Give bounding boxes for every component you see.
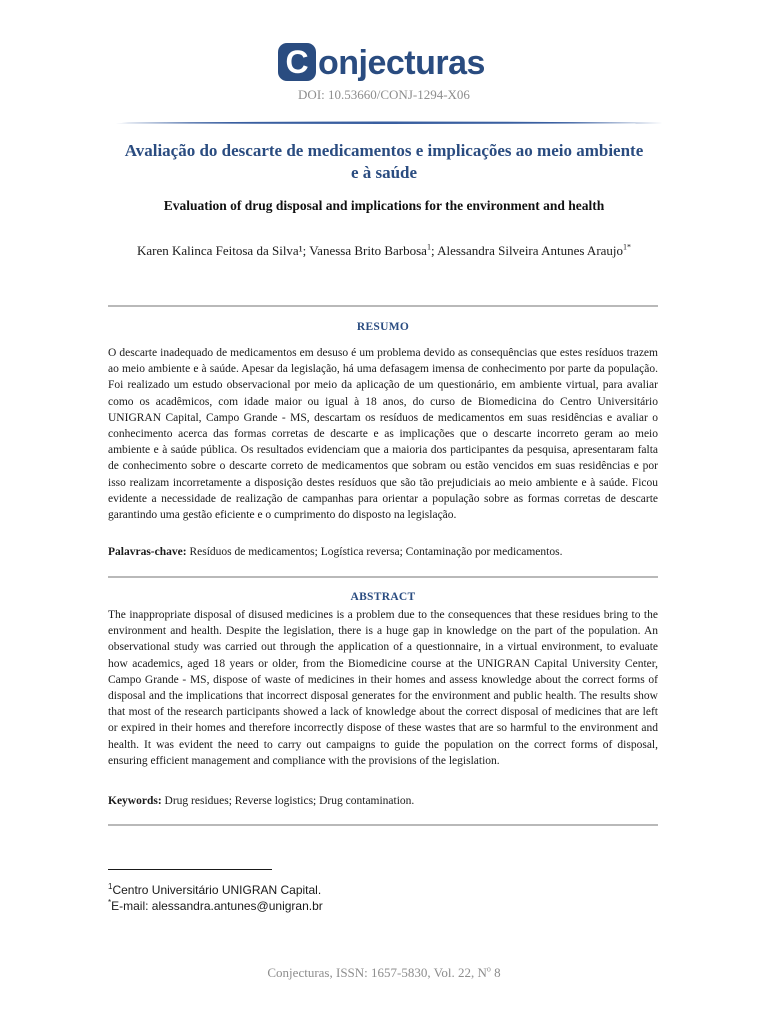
footnote-text: E-mail: alessandra.antunes@unigran.br bbox=[111, 899, 323, 913]
article-title-en: Evaluation of drug disposal and implications for the environment and health bbox=[163, 198, 605, 213]
keywords-label: Palavras-chave: bbox=[108, 546, 187, 558]
author-name: Alessandra Silveira Antunes Araujo bbox=[437, 243, 624, 258]
footnote-email bbox=[108, 898, 323, 914]
footnote-mark: * bbox=[108, 898, 112, 907]
author-name: Vanessa Brito Barbosa bbox=[309, 243, 427, 258]
abstract-keywords bbox=[108, 793, 658, 809]
authors bbox=[110, 240, 658, 262]
footer-issue: 8 bbox=[490, 965, 501, 980]
doi: DOI: 10.53660/CONJ-1294-X06 bbox=[298, 87, 470, 102]
page-footer bbox=[0, 965, 768, 981]
author-separator: ; bbox=[430, 243, 438, 258]
author-affiliation-mark: 1 bbox=[426, 242, 431, 252]
resumo-keywords bbox=[108, 544, 658, 560]
footer-citation: Conjecturas, ISSN: 1657-5830, Vol. 22, N bbox=[267, 965, 487, 980]
journal-logo bbox=[0, 40, 768, 84]
keywords-text: Resíduos de medicamentos; Logística reversa; Contaminação por medicamentos. bbox=[189, 546, 563, 558]
footnote-rule bbox=[108, 869, 272, 870]
author-affiliation-mark: 1* bbox=[623, 242, 632, 252]
svg-text:C: C bbox=[285, 44, 309, 80]
footnote-text: Centro Universitário UNIGRAN Capital. bbox=[112, 883, 322, 897]
author-name: Karen Kalinca Feitosa da Silva¹ bbox=[136, 243, 303, 258]
resumo-text: O descarte inadequado de medicamentos em desuso é um problema devido as consequências que estes resíduos trazem ao meio ambiente e à saúde. Apesar da legislação, há uma defasagem imensa de conhecimento por parte da população. Foi realizado um estudo observacional por meio da aplicação de um questionário, em ambiente virtual, para avaliar como os acadêmicos, com idade maior ou igual à 18 anos, do curso de Biomedicina do Centro Universitário UNIGRAN Capital, Campo Grande - MS, descartam os resíduos de medicamentos em suas residências e avaliar o conhecimento acerca das formas corretas de descarte e as implicações que o descarte incorreto geram ao meio ambiente e à saúde pública. Os resultados evidenciam que a maioria dos participantes da pesquisa, apresentaram falta de conhecimento sobre o descarte correto de medicamentos que sobram ou estão vencidos em suas residências e por isso realizam incorretamente a disposição destes resíduos que são tão prejudiciais ao meio ambiente e à saúde. Ficou evidente a necessidade de realização de campanhas para orientar a população sobre as formas corretas de descarte garantindo uma gestão eficiente e o cumprimento do disposto na legislação. bbox=[108, 347, 658, 522]
section-divider bbox=[108, 824, 658, 826]
footnote-affiliation bbox=[108, 882, 321, 898]
author-separator: ; bbox=[302, 243, 310, 258]
footer-issue-mark: o bbox=[486, 964, 491, 974]
section-divider bbox=[108, 576, 658, 578]
footnote-mark: 1 bbox=[108, 882, 113, 891]
abstract-heading: ABSTRACT bbox=[350, 591, 416, 603]
section-divider bbox=[108, 305, 658, 307]
keywords-text: Drug residues; Reverse logistics; Drug contamination. bbox=[164, 795, 415, 807]
resumo-heading: RESUMO bbox=[356, 321, 410, 333]
keywords-label: Keywords: bbox=[108, 795, 162, 807]
conjecturas-logo-icon bbox=[274, 40, 494, 84]
abstract-text: The inappropriate disposal of disused medicines is a problem due to the consequences that these residues bring to the environment and health. Despite the legislation, there is a huge gap in knowledge on the part of the population. An observational study was carried out through the application of a questionnaire, in a virtual environment, to evaluate how academics, aged 18 years or older, from the Biomedicine course at the UNIGRAN Capital University Center, Campo Grande - MS, dispose of waste of medicines in their homes and assess knowledge about the correct forms of disposal and the implications that incorrect disposal generates for the environment and public health. The results show that most of the research participants showed a lack of knowledge about the correct disposal of medicines that are left or expired in their homes and therefore incorrectly dispose of these wastes that are so harmful to the environment and health. It was evident the need to carry out campaigns to guide the population on the correct forms of disposal, ensuring efficient management and compliance with the provisions of the legislation. bbox=[108, 609, 658, 767]
header-rule bbox=[115, 114, 663, 122]
svg-text:onjecturas: onjecturas bbox=[318, 44, 485, 82]
article-title-pt: Avaliação do descarte de medicamentos e implicações ao meio ambiente e à saúde bbox=[124, 141, 644, 182]
